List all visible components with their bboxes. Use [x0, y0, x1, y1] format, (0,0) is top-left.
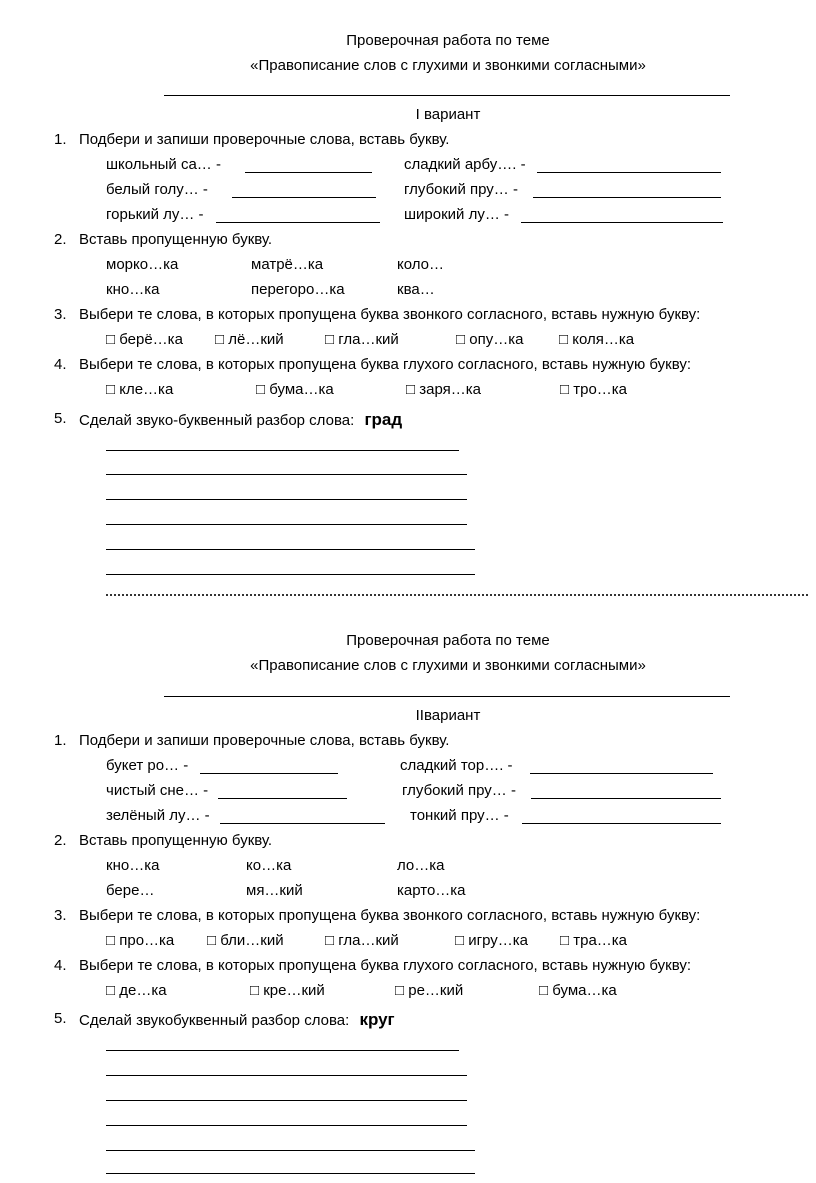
v2-answer-line[interactable]	[106, 1075, 467, 1076]
v1-task3-number: 3.	[54, 306, 67, 323]
v1-task1-answer-line[interactable]	[537, 172, 721, 173]
v2-task2-word: ло…ка	[397, 857, 445, 874]
v2-task4-option-checkbox[interactable]: □ кре…кий	[250, 982, 325, 999]
v2-task3-number: 3.	[54, 907, 67, 924]
v1-answer-line[interactable]	[106, 499, 467, 500]
v2-answer-line[interactable]	[106, 1100, 467, 1101]
v1-answer-line[interactable]	[106, 450, 459, 451]
v2-task1-answer-line[interactable]	[522, 823, 721, 824]
v2-task2-word: ко…ка	[246, 857, 292, 874]
v1-task2-number: 2.	[54, 231, 67, 248]
v1-task2-word: коло…	[397, 256, 445, 273]
v2-task1-item: глубокий пру… -	[402, 782, 516, 799]
v1-task1-answer-line[interactable]	[533, 197, 721, 198]
v2-task3-option-checkbox[interactable]: □ игру…ка	[455, 932, 528, 949]
v2-title-line2: «Правописание слов с глухими и звонкими согласными»	[250, 657, 646, 674]
v2-variant-label: IIвариант	[415, 707, 481, 724]
v2-task1-text: Подбери и запиши проверочные слова, вставь букву.	[79, 732, 450, 749]
v2-task3-option-checkbox[interactable]: □ бли…кий	[207, 932, 284, 949]
v2-task3-text: Выбери те слова, в которых пропущена буква звонкого согласного, вставь нужную букву:	[79, 907, 701, 924]
v2-task1-item: сладкий тор…. -	[400, 757, 513, 774]
v1-task3-text: Выбери те слова, в которых пропущена буква звонкого согласного, вставь нужную букву:	[79, 306, 701, 323]
v2-task2-text: Вставь пропущенную букву.	[79, 832, 273, 849]
v1-task1-item: сладкий арбу…. -	[404, 156, 526, 173]
v2-task1-answer-line[interactable]	[531, 798, 721, 799]
v2-task2-word: бере…	[106, 882, 155, 899]
v1-title-line2: «Правописание слов с глухими и звонкими согласными»	[250, 57, 646, 74]
v2-task4-text: Выбери те слова, в которых пропущена буква глухого согласного, вставь нужную букву:	[79, 957, 692, 974]
v2-task3-option-checkbox[interactable]: □ тра…ка	[560, 932, 628, 949]
v1-task1-text: Подбери и запиши проверочные слова, вставь букву.	[79, 131, 450, 148]
v2-title-divider	[164, 696, 730, 697]
v2-task2-word: карто…ка	[397, 882, 466, 899]
v1-task2-word: перегоро…ка	[251, 281, 345, 298]
v1-task1-answer-line[interactable]	[521, 222, 723, 223]
v2-task1-item: чистый сне… -	[106, 782, 209, 799]
v1-task4-option-checkbox[interactable]: □ бума…ка	[256, 381, 334, 398]
v2-answer-line[interactable]	[106, 1173, 475, 1174]
v2-task1-item: зелёный лу… -	[106, 807, 210, 824]
v1-task1-item: широкий лу… -	[404, 206, 509, 223]
v2-answer-line[interactable]	[106, 1150, 475, 1151]
v2-task5-number: 5.	[54, 1010, 67, 1027]
v2-task1-answer-line[interactable]	[530, 773, 713, 774]
v1-title-divider	[164, 95, 730, 96]
v1-task4-option-checkbox[interactable]: □ кле…ка	[106, 381, 174, 398]
v2-task1-answer-line[interactable]	[220, 823, 385, 824]
v1-task1-item: горький лу… -	[106, 206, 204, 223]
v2-task3-option-checkbox[interactable]: □ гла…кий	[325, 932, 399, 949]
v1-task1-answer-line[interactable]	[216, 222, 380, 223]
v1-task4-number: 4.	[54, 356, 67, 373]
v2-task5-word: круг	[359, 1010, 395, 1029]
v1-answer-line[interactable]	[106, 474, 467, 475]
v1-task5-word: град	[364, 410, 403, 429]
v2-task1-item: тонкий пру… -	[410, 807, 509, 824]
v1-answer-line[interactable]	[106, 524, 467, 525]
v2-task4-option-checkbox[interactable]: □ де…ка	[106, 982, 167, 999]
v1-answer-line[interactable]	[106, 574, 475, 575]
v2-answer-line[interactable]	[106, 1125, 467, 1126]
v1-task1-item: белый голу… -	[106, 181, 208, 198]
v1-task3-option-checkbox[interactable]: □ коля…ка	[559, 331, 635, 348]
v1-task1-item: глубокий пру… -	[404, 181, 518, 198]
v2-task2-word: мя…кий	[246, 882, 303, 899]
v2-task1-answer-line[interactable]	[200, 773, 338, 774]
v1-task4-option-checkbox[interactable]: □ тро…ка	[560, 381, 628, 398]
v1-task5-number: 5.	[54, 410, 67, 427]
v1-title-line1: Проверочная работа по теме	[346, 32, 550, 49]
cut-line-divider	[106, 594, 808, 596]
v2-task4-option-checkbox[interactable]: □ бума…ка	[539, 982, 617, 999]
v2-task2-number: 2.	[54, 832, 67, 849]
v2-task4-number: 4.	[54, 957, 67, 974]
v1-task2-word: матрё…ка	[251, 256, 324, 273]
v1-task2-word: кно…ка	[106, 281, 160, 298]
v1-task5-text: Сделай звуко-буквенный разбор слова:	[79, 412, 355, 429]
v1-task1-answer-line[interactable]	[232, 197, 376, 198]
v1-variant-label: I вариант	[415, 106, 481, 123]
v2-task5-text: Сделай звукобуквенный разбор слова:	[79, 1012, 350, 1029]
v2-task1-answer-line[interactable]	[218, 798, 347, 799]
v1-task2-word: морко…ка	[106, 256, 179, 273]
v1-task5-row	[79, 410, 402, 430]
v2-title-line1: Проверочная работа по теме	[346, 632, 550, 649]
v1-task1-answer-line[interactable]	[245, 172, 372, 173]
v2-task5-row	[79, 1010, 395, 1030]
v1-task3-option-checkbox[interactable]: □ лё…кий	[215, 331, 284, 348]
v1-task3-option-checkbox[interactable]: □ гла…кий	[325, 331, 399, 348]
v2-task1-item: букет ро… -	[106, 757, 189, 774]
v2-task4-option-checkbox[interactable]: □ ре…кий	[395, 982, 464, 999]
v2-task3-option-checkbox[interactable]: □ про…ка	[106, 932, 175, 949]
v2-answer-line[interactable]	[106, 1050, 459, 1051]
v2-task1-number: 1.	[54, 732, 67, 749]
v1-task2-text: Вставь пропущенную букву.	[79, 231, 273, 248]
v1-task4-option-checkbox[interactable]: □ заря…ка	[406, 381, 481, 398]
v1-task3-option-checkbox[interactable]: □ берё…ка	[106, 331, 183, 348]
v1-task1-number: 1.	[54, 131, 67, 148]
v1-task3-option-checkbox[interactable]: □ опу…ка	[456, 331, 524, 348]
v2-task2-word: кно…ка	[106, 857, 160, 874]
v1-task2-word: ква…	[397, 281, 435, 298]
v1-answer-line[interactable]	[106, 549, 475, 550]
v1-task1-item: школьный са… -	[106, 156, 221, 173]
v1-task4-text: Выбери те слова, в которых пропущена буква глухого согласного, вставь нужную букву:	[79, 356, 692, 373]
